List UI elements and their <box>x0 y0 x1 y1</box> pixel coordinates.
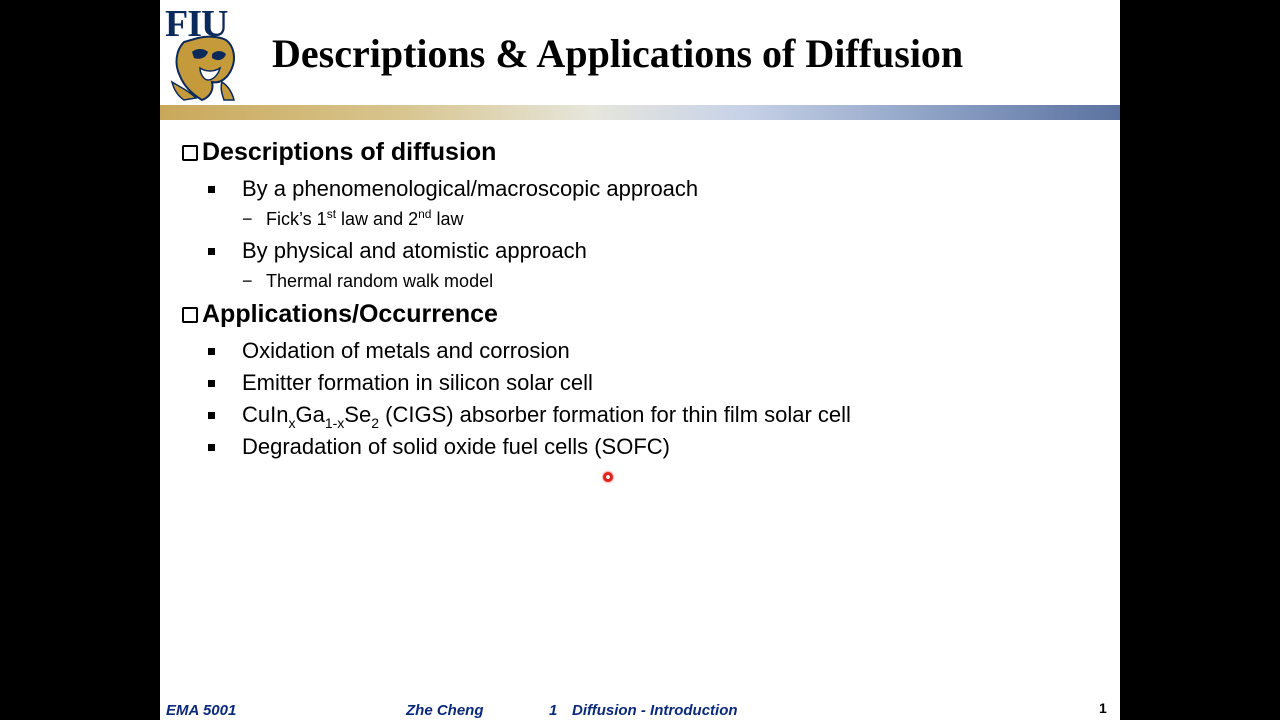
section-heading-text: Applications/Occurrence <box>202 299 498 328</box>
sub-list-item <box>182 267 1102 297</box>
section-heading <box>182 135 1102 169</box>
list-item <box>182 335 1102 367</box>
list-item <box>182 235 1102 267</box>
fiu-logo <box>162 2 244 102</box>
list-item-text: By physical and atomistic approach <box>242 238 587 263</box>
list-item <box>182 399 1102 431</box>
section-heading <box>182 297 1102 331</box>
square-bullet-icon <box>208 348 215 355</box>
list-item <box>182 431 1102 463</box>
slide-content <box>182 135 1102 463</box>
square-bullet-icon <box>208 186 215 193</box>
page-number: 1 <box>1099 700 1107 716</box>
sub-list-item-text: Thermal random walk model <box>266 271 494 291</box>
list-item-text: $CuIn_xGa_{1-x}Se_2$ (CIGS) absorber formation for thin film solar cell <box>242 402 851 431</box>
sub-list-item-text: Fick’s 1st law and 2nd law <box>266 207 464 229</box>
footer-number: 1 <box>549 702 558 719</box>
list-item <box>182 367 1102 399</box>
slide-title: Descriptions & Applications of Diffusion <box>272 31 964 76</box>
footer-author: Zhe Cheng <box>406 702 484 719</box>
header-divider-band <box>160 105 1120 120</box>
footer-course: EMA 5001 <box>166 702 237 719</box>
slide <box>160 0 1120 720</box>
sub-list-item <box>182 205 1102 235</box>
list-item <box>182 173 1102 205</box>
square-bullet-icon <box>208 248 215 255</box>
list-item-text: Oxidation of metals and corrosion <box>242 338 570 363</box>
square-bullet-icon <box>208 444 215 451</box>
checkbox-bullet-icon <box>182 145 198 161</box>
checkbox-bullet-icon <box>182 307 198 323</box>
square-bullet-icon <box>208 380 215 387</box>
square-bullet-icon <box>208 412 215 419</box>
list-item-text: By a phenomenological/macroscopic approach <box>242 176 699 201</box>
logo-text: FIU <box>165 3 228 45</box>
dash-bullet-icon: − <box>242 271 253 291</box>
laser-pointer-icon <box>603 472 613 482</box>
section-heading-text: Descriptions of diffusion <box>202 137 497 166</box>
list-item-text: Degradation of solid oxide fuel cells (SOFC) <box>242 434 670 459</box>
footer-topic: Diffusion - Introduction <box>572 702 738 719</box>
list-item-text: Emitter formation in silicon solar cell <box>242 370 593 395</box>
dash-bullet-icon: − <box>242 209 253 229</box>
